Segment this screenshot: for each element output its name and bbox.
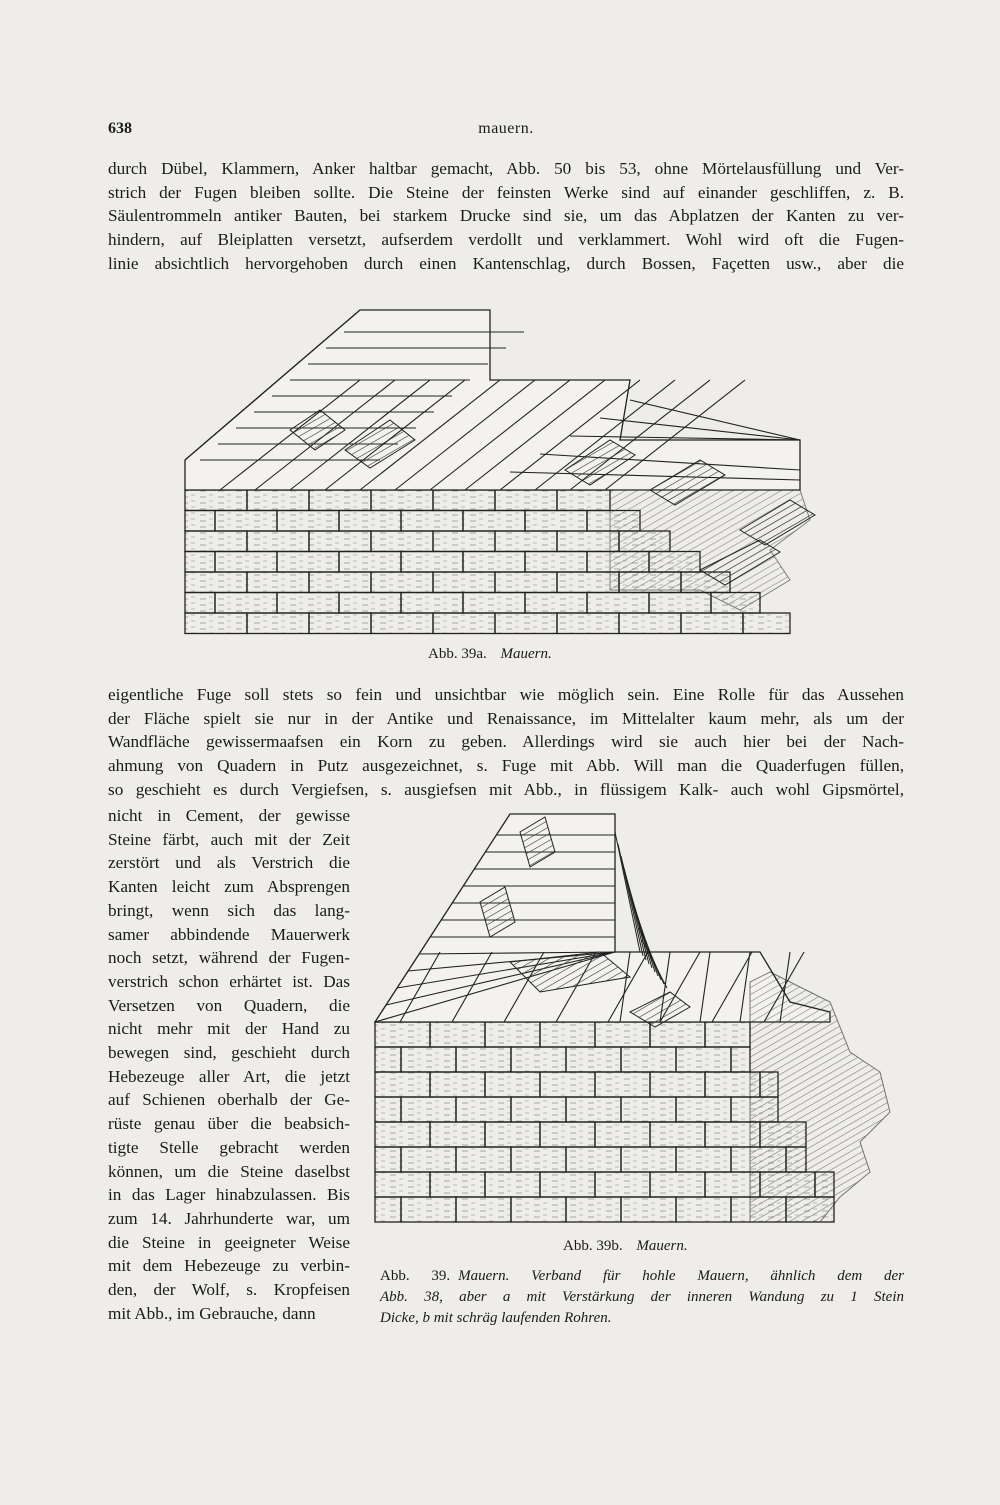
brick [375, 1122, 430, 1147]
brick [456, 1047, 511, 1072]
brick [676, 1197, 731, 1222]
brick [456, 1147, 511, 1172]
brick [430, 1022, 485, 1047]
brick [375, 1172, 430, 1197]
brick [495, 613, 557, 634]
text-line: verstrich schon erhärtet ist. Das [108, 971, 350, 991]
brick [430, 1172, 485, 1197]
brick [433, 613, 495, 634]
text-line: Wandfläche gewissermaafsen ein Korn zu geben. Allerdings wird sie auch hier bei der Nach- [108, 732, 904, 752]
text-line: Steine färbt, auch mit der Zeit [108, 829, 350, 849]
running-head: mauern. [478, 120, 534, 137]
figure-39a-caption [428, 646, 552, 663]
brick [705, 1022, 750, 1047]
brick [371, 490, 433, 511]
brick [621, 1147, 676, 1172]
brick [525, 511, 587, 532]
brick [433, 490, 495, 511]
text-line: Hebezeuge aller Art, die jetzt [108, 1066, 350, 1086]
figure-39a-title: Mauern. [500, 646, 552, 662]
brick [401, 1097, 456, 1122]
text-line: strich der Fugen bleiben sollte. Die Steine der feinsten Werke sind auf einander geschliffen, z. B. [108, 182, 904, 202]
text-line: so geschieht es durch Vergiefsen, s. ausgiefsen mit Abb., in flüssigem Kalk- auch wohl Gipsmörtel, [108, 779, 904, 799]
brick [463, 511, 525, 532]
brick [185, 572, 247, 593]
paragraph-left-column [108, 804, 350, 1325]
brick [557, 613, 619, 634]
brick [650, 1122, 705, 1147]
brick [401, 1047, 456, 1072]
brick [463, 593, 525, 614]
text-line: in das Lager hinabzulassen. Bis [108, 1185, 350, 1205]
brick [309, 613, 371, 634]
brick [185, 613, 247, 634]
brick [247, 613, 309, 634]
brick [595, 1072, 650, 1097]
brick [621, 1047, 676, 1072]
brick [525, 593, 587, 614]
brick [401, 511, 463, 532]
brick [540, 1172, 595, 1197]
text-line: ahmung von Quadern in Putz ausgezeichnet, s. Fuge mit Abb. Will man die Quaderfugen füllen, [108, 756, 904, 776]
brick-edge [615, 832, 640, 952]
brick [277, 593, 339, 614]
text-line: tigte Stelle gebracht werden [108, 1137, 350, 1157]
text-line: die Steine in geeigneter Weise [108, 1232, 350, 1252]
brick [247, 572, 309, 593]
figure-39b-label: Abb. 39b. [563, 1238, 623, 1254]
brick [375, 1072, 430, 1097]
text-line: mit Abb., im Gebrauche, dann [108, 1303, 316, 1323]
brick [401, 1197, 456, 1222]
figure-39b-caption [563, 1238, 688, 1255]
brick [430, 1122, 485, 1147]
text-line: mit dem Hebezeuge zu verbin- [108, 1256, 350, 1276]
figure-39a-masonry-drawing [180, 290, 830, 636]
brick [463, 552, 525, 573]
brick [375, 1147, 401, 1172]
brick [540, 1072, 595, 1097]
text-line: der Fläche spielt sie nur in der Antike und Renaissance, im Mittelalter kaum mehr, als um der [108, 708, 904, 728]
brick [587, 593, 649, 614]
brick [511, 1097, 566, 1122]
page-number: 638 [108, 120, 132, 137]
brick [185, 511, 215, 532]
text-line: samer abbindende Mauerwerk [108, 924, 350, 944]
brick [540, 1122, 595, 1147]
brick [375, 1197, 401, 1222]
brick [743, 613, 790, 634]
brick [375, 1097, 401, 1122]
brick [650, 1172, 705, 1197]
legend-text: Mauern. Verband für hohle Mauern, ähnlich dem der [458, 1268, 904, 1284]
brick [566, 1047, 621, 1072]
figure-39-legend [380, 1266, 904, 1329]
brick [495, 531, 557, 552]
brick [566, 1147, 621, 1172]
text-line: linie absichtlich hervorgehoben durch einen Kantenschlag, durch Bossen, Façetten usw., aber die [108, 253, 904, 273]
brick-edge [630, 400, 800, 440]
text-line: rüste genau über die beabsich- [108, 1114, 350, 1134]
brick [485, 1072, 540, 1097]
brick [185, 531, 247, 552]
brick [495, 490, 557, 511]
figure-39-label: Abb. 39. [380, 1268, 451, 1284]
figure-39b-masonry-drawing [370, 812, 906, 1230]
brick [247, 490, 309, 511]
brick [557, 490, 610, 511]
brick [277, 511, 339, 532]
brick [525, 552, 587, 573]
brick [401, 1147, 456, 1172]
brick [495, 572, 557, 593]
brick [375, 1022, 430, 1047]
legend-line: Dicke, b mit schräg laufenden Rohren. [380, 1310, 612, 1326]
brick [595, 1172, 650, 1197]
brick [309, 490, 371, 511]
brick [681, 613, 743, 634]
page-header [108, 120, 904, 144]
brick [339, 593, 401, 614]
brick [215, 511, 277, 532]
brick [309, 531, 371, 552]
brick [621, 1197, 676, 1222]
brick [676, 1147, 731, 1172]
brick [595, 1122, 650, 1147]
brick [485, 1122, 540, 1147]
brick [650, 1072, 705, 1097]
figure-39a-label: Abb. 39a. [428, 646, 487, 662]
brick [566, 1197, 621, 1222]
brick [215, 552, 277, 573]
text-line: auf Schienen oberhalb der Ge- [108, 1090, 350, 1110]
text-line: nicht in Cement, der gewisse [108, 806, 350, 825]
brick [433, 531, 495, 552]
text-line: Versetzen von Quadern, die [108, 995, 350, 1015]
brick [731, 1047, 750, 1072]
brick [371, 613, 433, 634]
brick [511, 1197, 566, 1222]
brick [339, 511, 401, 532]
brick [456, 1197, 511, 1222]
text-line: den, der Wolf, s. Kropfeisen [108, 1280, 350, 1300]
brick [595, 1022, 650, 1047]
brick [649, 593, 711, 614]
brick [247, 531, 309, 552]
brick [676, 1047, 731, 1072]
legend-line [380, 1266, 904, 1287]
brick [215, 593, 277, 614]
brick [621, 1097, 676, 1122]
text-line: zum 14. Jahrhunderte war, um [108, 1208, 350, 1228]
brick [676, 1097, 731, 1122]
text-line: eigentliche Fuge soll stets so fein und unsichtbar wie möglich sein. Eine Rolle für das Aussehen [108, 685, 904, 704]
brick [485, 1022, 540, 1047]
brick [566, 1097, 621, 1122]
text-line: bewegen sind, geschieht durch [108, 1043, 350, 1063]
figure-39b-title: Mauern. [636, 1238, 688, 1254]
paragraph-middle [108, 683, 904, 802]
brick [540, 1022, 595, 1047]
brick [619, 613, 681, 634]
brick [309, 572, 371, 593]
paragraph-top [108, 157, 904, 276]
brick [485, 1172, 540, 1197]
text-line: bringt, wenn sich das lang- [108, 900, 350, 920]
text-line: nicht mehr mit der Hand zu [108, 1019, 350, 1039]
text-line: Kanten leicht zum Absprengen [108, 877, 350, 897]
brick [339, 552, 401, 573]
brick [401, 552, 463, 573]
brick [511, 1147, 566, 1172]
brick [650, 1022, 705, 1047]
brick [371, 531, 433, 552]
brick [430, 1072, 485, 1097]
brick [456, 1097, 511, 1122]
brick [185, 552, 215, 573]
text-line: können, um die Steine daselbst [108, 1161, 350, 1181]
text-line: hindern, auf Bleiplatten versetzt, aufserdem verdollt und verklammert. Wohl wird oft die Fugen- [108, 230, 904, 250]
brick [371, 572, 433, 593]
text-line: Säulentrommeln antiker Bauten, bei starkem Drucke sind sie, um das Abplatzen der Kanten zu ver- [108, 206, 904, 226]
text-line: zerstört und als Verstrich die [108, 853, 350, 873]
legend-line: Abb. 38, aber a mit Verstärkung der inneren Wandung zu 1 Stein [380, 1289, 904, 1305]
brick [511, 1047, 566, 1072]
brick [277, 552, 339, 573]
brick [401, 593, 463, 614]
brick [185, 490, 247, 511]
brick [433, 572, 495, 593]
brick [185, 593, 215, 614]
text-line: durch Dübel, Klammern, Anker haltbar gemacht, Abb. 50 bis 53, ohne Mörtelausfüllung und Ver- [108, 159, 904, 178]
brick [375, 1047, 401, 1072]
text-line: noch setzt, während der Fugen- [108, 948, 350, 968]
